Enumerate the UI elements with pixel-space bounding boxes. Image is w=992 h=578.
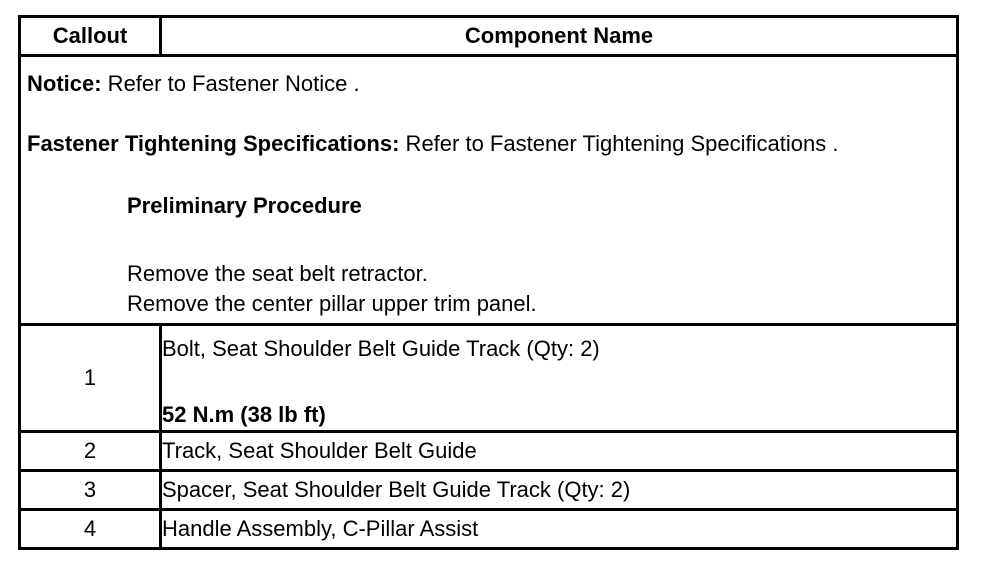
- callout-cell: 1: [20, 325, 161, 432]
- fastener-spec-text: Refer to Fastener Tightening Specifications .: [399, 131, 839, 156]
- preliminary-procedure-title: Preliminary Procedure: [127, 193, 362, 218]
- preliminary-steps: [21, 219, 956, 319]
- fastener-spec-label: Fastener Tightening Specifications:: [27, 131, 400, 156]
- notes-cell: [20, 56, 958, 325]
- notice-line: [21, 61, 956, 97]
- component-name: Track, Seat Shoulder Belt Guide: [161, 432, 958, 471]
- component-name: Bolt, Seat Shoulder Belt Guide Track (Qty: 2): [162, 336, 600, 361]
- table-row: [20, 432, 958, 471]
- notice-text: Refer to Fastener Notice .: [101, 71, 360, 96]
- torque-spec: 52 N.m (38 lb ft): [162, 402, 326, 427]
- table-row: [20, 510, 958, 549]
- component-cell: [161, 325, 958, 432]
- component-name-header: Component Name: [161, 17, 958, 56]
- component-name: Handle Assembly, C-Pillar Assist: [161, 510, 958, 549]
- notice-label: Notice:: [27, 71, 102, 96]
- header-row: [20, 17, 958, 56]
- preliminary-step: Remove the center pillar upper trim panel.: [127, 291, 537, 316]
- table-row: [20, 325, 958, 432]
- component-table: [18, 15, 959, 550]
- table-row: [20, 471, 958, 510]
- component-name: Spacer, Seat Shoulder Belt Guide Track (Qty: 2): [161, 471, 958, 510]
- callout-header: Callout: [20, 17, 161, 56]
- notes-row: [20, 56, 958, 325]
- fastener-spec-line: [21, 97, 956, 157]
- preliminary-step: Remove the seat belt retractor.: [127, 261, 428, 286]
- callout-cell: 4: [20, 510, 161, 549]
- callout-cell: 3: [20, 471, 161, 510]
- callout-cell: 2: [20, 432, 161, 471]
